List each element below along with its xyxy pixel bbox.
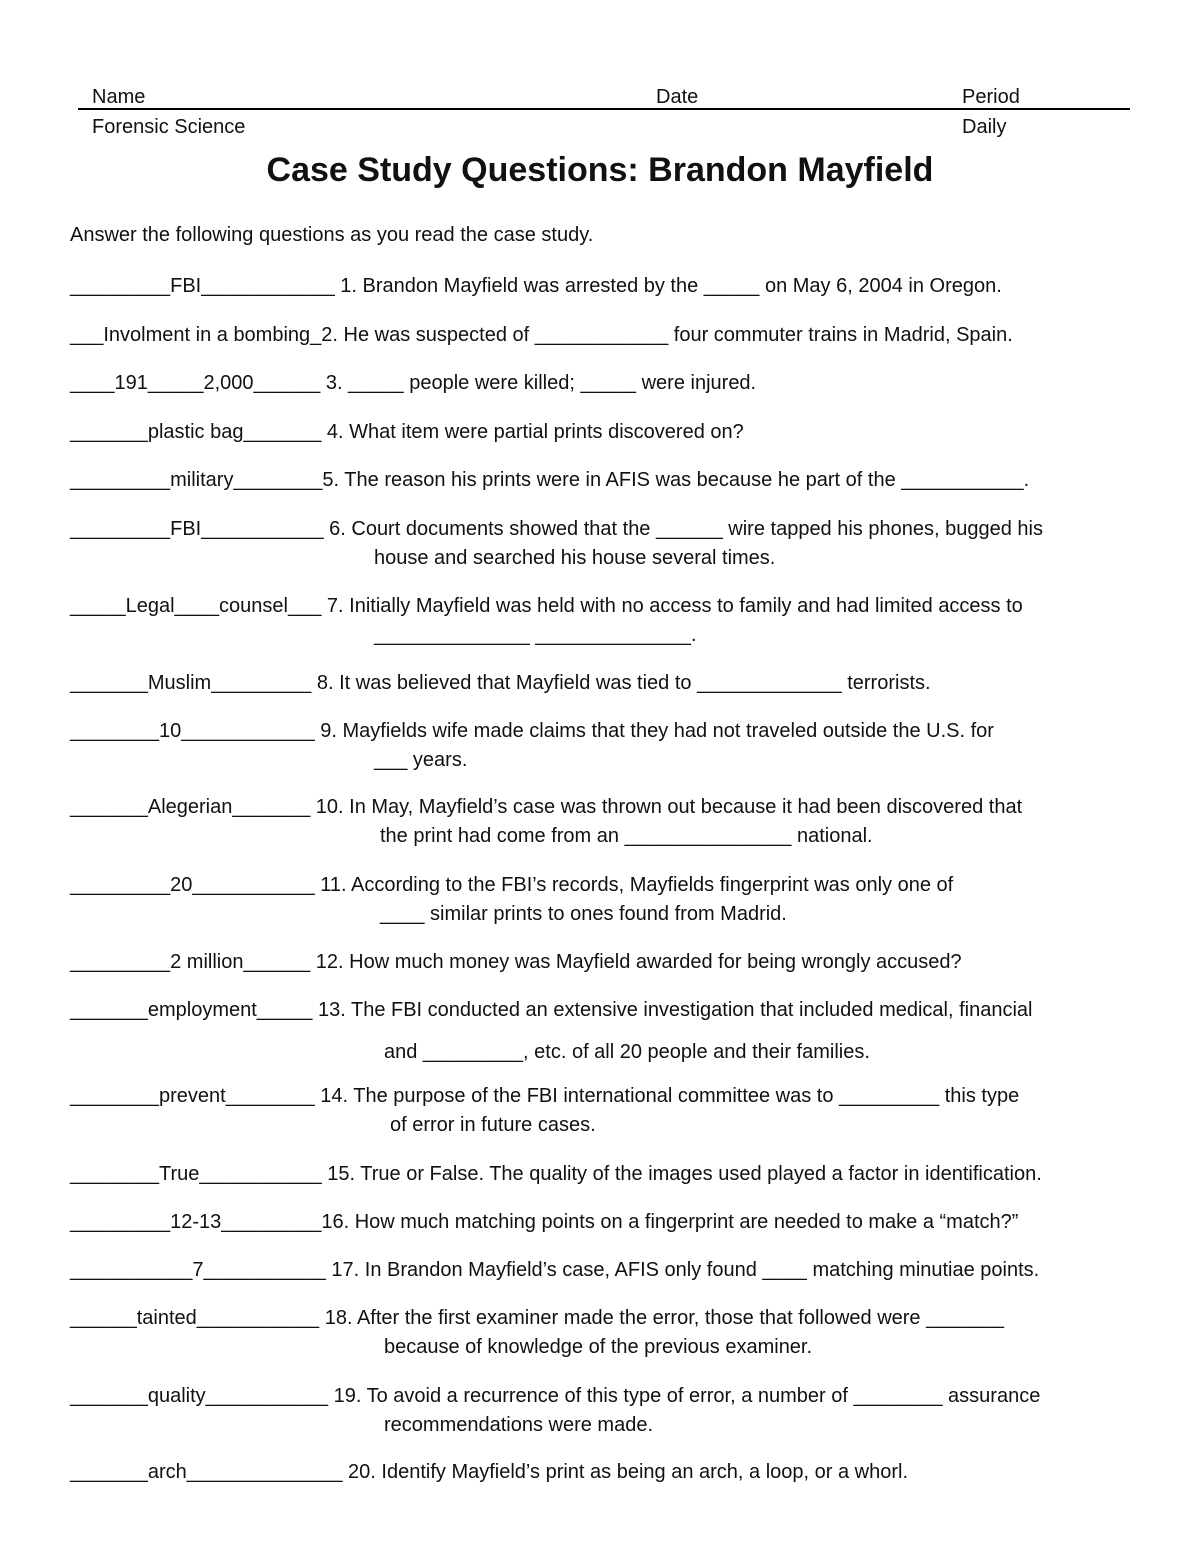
- question-4: [70, 418, 744, 447]
- answer-field[interactable]: _______employment_____: [70, 999, 313, 1021]
- question-9: [70, 717, 994, 775]
- question-6: [70, 515, 1043, 573]
- question-8: [70, 669, 931, 698]
- instructions: Answer the following questions as you read the case study.: [70, 224, 594, 246]
- question-text: 3. _____ people were killed; _____ were injured.: [320, 372, 757, 394]
- question-18: [70, 1304, 1004, 1362]
- answer-field[interactable]: _________12-13_________: [70, 1211, 322, 1233]
- answer-field[interactable]: _______plastic bag_______: [70, 421, 322, 443]
- answer-field[interactable]: ________True___________: [70, 1163, 322, 1185]
- question-text: 12. How much money was Mayfield awarded for being wrongly accused?: [310, 951, 962, 973]
- question-text: 20. Identify Mayfield’s print as being an arch, a loop, or a whorl.: [342, 1461, 908, 1483]
- question-13: [70, 996, 1033, 1067]
- question-15: [70, 1160, 1042, 1189]
- question-text-continued: of error in future cases.: [390, 1114, 596, 1136]
- question-text: 16. How much matching points on a fingerprint are needed to make a “match?”: [321, 1211, 1019, 1233]
- question-text-continued: ___ years.: [374, 749, 468, 771]
- question-text: 17. In Brandon Mayfield’s case, AFIS only found ____ matching minutiae points.: [325, 1259, 1040, 1281]
- answer-field[interactable]: _________20___________: [70, 874, 315, 896]
- answer-field[interactable]: _________military________: [70, 469, 323, 491]
- question-16: [70, 1208, 1018, 1237]
- question-text-continued: ______________ ______________.: [374, 624, 697, 646]
- period-label: Period: [962, 86, 1020, 108]
- answer-field[interactable]: _______arch______________: [70, 1461, 343, 1483]
- name-label: Name: [92, 86, 146, 108]
- question-text: 15. True or False. The quality of the images used played a factor in identification.: [321, 1163, 1042, 1185]
- answer-field[interactable]: ____191_____2,000______: [70, 372, 321, 394]
- answer-field[interactable]: ___Involment in a bombing_: [70, 324, 322, 346]
- question-text: 18. After the first examiner made the error, those that followed were _______: [319, 1307, 1004, 1329]
- question-19: [70, 1382, 1040, 1440]
- question-10: [70, 793, 1022, 851]
- answer-field[interactable]: _________FBI____________: [70, 275, 335, 297]
- question-5: [70, 466, 1029, 495]
- question-text-continued: recommendations were made.: [384, 1414, 654, 1436]
- question-text: 9. Mayfields wife made claims that they had not traveled outside the U.S. for: [314, 720, 994, 742]
- question-17: [70, 1256, 1039, 1285]
- question-text: 2. He was suspected of ____________ four commuter trains in Madrid, Spain.: [321, 324, 1013, 346]
- answer-field[interactable]: _____Legal____counsel___: [70, 595, 322, 617]
- question-text: 1. Brandon Mayfield was arrested by the _____ on May 6, 2004 in Oregon.: [334, 275, 1002, 297]
- question-text-continued: the print had come from an _______________ national.: [380, 825, 873, 847]
- answer-field[interactable]: _________2 million______: [70, 951, 311, 973]
- question-text-continued: because of knowledge of the previous examiner.: [384, 1336, 813, 1358]
- question-2: [70, 321, 1013, 350]
- question-text: 6. Court documents showed that the ______ wire tapped his phones, bugged his: [323, 518, 1043, 540]
- question-7: [70, 592, 1023, 650]
- answer-field[interactable]: _______Muslim_________: [70, 672, 312, 694]
- date-label: Date: [656, 86, 699, 108]
- question-text: 10. In May, Mayfield’s case was thrown out because it had been discovered that: [310, 796, 1023, 818]
- question-20: [70, 1458, 908, 1487]
- question-text-continued: ____ similar prints to ones found from Madrid.: [380, 903, 787, 925]
- class-frequency: Daily: [962, 116, 1007, 138]
- answer-field[interactable]: _______quality___________: [70, 1385, 329, 1407]
- answer-field[interactable]: _______Alegerian_______: [70, 796, 311, 818]
- question-1: [70, 272, 1002, 301]
- answer-field[interactable]: ___________7___________: [70, 1259, 326, 1281]
- question-text: 13. The FBI conducted an extensive investigation that included medical, financial: [312, 999, 1033, 1021]
- header-divider: [78, 108, 1130, 110]
- question-text: 7. Initially Mayfield was held with no access to family and had limited access to: [321, 595, 1023, 617]
- question-12: [70, 948, 962, 977]
- question-text: 5. The reason his prints were in AFIS was because he part of the ___________.: [322, 469, 1030, 491]
- page-title: Case Study Questions: Brandon Mayfield: [266, 151, 934, 189]
- answer-field[interactable]: ________prevent________: [70, 1085, 315, 1107]
- question-text: 8. It was believed that Mayfield was tied to _____________ terrorists.: [311, 672, 931, 694]
- question-text: 4. What item were partial prints discovered on?: [321, 421, 744, 443]
- answer-field[interactable]: ______tainted___________: [70, 1307, 320, 1329]
- question-3: [70, 369, 756, 398]
- answer-field[interactable]: ________10____________: [70, 720, 315, 742]
- question-text: 11. According to the FBI’s records, Mayfields fingerprint was only one of: [314, 874, 954, 896]
- answer-field[interactable]: _________FBI___________: [70, 518, 324, 540]
- question-text: 19. To avoid a recurrence of this type of error, a number of ________ assurance: [328, 1385, 1041, 1407]
- question-11: [70, 871, 953, 929]
- question-14: [70, 1082, 1019, 1140]
- question-text-continued: and _________, etc. of all 20 people and their families.: [384, 1041, 870, 1063]
- question-text-continued: house and searched his house several times.: [374, 547, 776, 569]
- question-text: 14. The purpose of the FBI international committee was to _________ this type: [314, 1085, 1020, 1107]
- course-name: Forensic Science: [92, 116, 246, 138]
